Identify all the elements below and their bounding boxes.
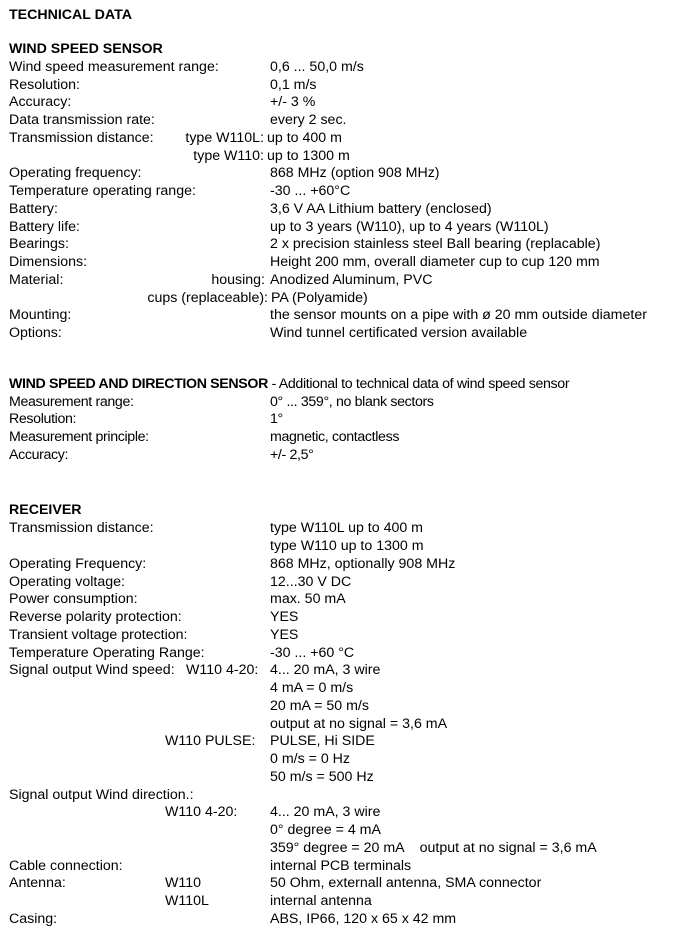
spec-value: the sensor mounts on a pipe with ø 20 mm outside diameter [270,307,647,323]
spec-label: Battery: [9,201,58,217]
spec-label: Measurement range: [9,394,134,410]
spec-value: every 2 sec. [270,112,347,128]
spec-label: Resolution: [9,77,80,93]
spec-value: -30 ... +60°C [270,183,351,199]
spec-value: 1° [270,411,283,427]
spec-value: Wind tunnel certificated version available [270,325,528,341]
spec-label: Transient voltage protection: [9,627,188,643]
spec-label: Material: [9,272,64,288]
spec-label: Measurement principle: [9,429,149,445]
spec-value: YES [270,609,299,625]
spec-value: 2 x precision stainless steel Ball bearing (replacable) [270,236,601,252]
spec-value: 0° ... 359°, no blank sectors [270,394,434,410]
spec-value: 4... 20 mA, 3 wire [270,804,381,820]
spec-label: Transmission distance: [9,130,154,146]
spec-value: type W110L up to 400 m [270,520,423,536]
spec-label: Temperature Operating Range: [9,645,205,661]
spec-value: 4 mA = 0 m/s [270,680,354,696]
spec-label: Wind speed measurement range: [9,59,219,75]
spec-value: 0,1 m/s [270,77,317,93]
spec-value: 4... 20 mA, 3 wire [270,662,381,678]
spec-label: Reverse polarity protection: [9,609,182,625]
document-title: TECHNICAL DATA [9,7,132,23]
spec-value: 0° degree = 4 mA [270,822,381,838]
spec-value: ABS, IP66, 120 x 65 x 42 mm [270,911,457,927]
spec-value: internal PCB terminals [270,858,412,874]
spec-value: max. 50 mA [270,591,346,607]
spec-sublabel: W110 PULSE: [165,733,256,749]
spec-value: +/- 2,5° [270,447,314,463]
spec-value: 868 MHz (option 908 MHz) [270,165,440,181]
spec-sublabel: housing: [211,272,265,288]
spec-sublabel: cups (replaceable): [147,290,268,306]
spec-label: Operating Frequency: [9,556,147,572]
section-heading-wind-speed-sensor: WIND SPEED SENSOR [9,41,163,57]
spec-label: Dimensions: [9,254,88,270]
spec-label: Accuracy: [9,447,69,463]
spec-label: Options: [9,325,62,341]
spec-value: type W110 up to 1300 m [270,538,424,554]
spec-label: Cable connection: [9,858,123,874]
spec-label: Antenna: [9,875,66,891]
spec-sublabel: W110 [165,875,202,891]
spec-sublabel: W110 4-20: [165,804,238,820]
spec-value: -30 ... +60 °C [270,645,355,661]
spec-value: +/- 3 % [270,94,316,110]
spec-value: Anodized Aluminum, PVC [270,272,433,288]
spec-value: 359° degree = 20 mA output at no signal = 3,6 mA [270,840,597,856]
spec-value: up to 1300 m [267,148,350,164]
spec-label: Casing: [9,911,58,927]
spec-value: up to 400 m [267,130,342,146]
spec-label: Mounting: [9,307,72,323]
spec-value: 20 mA = 50 m/s [270,698,369,714]
spec-label: Power consumption: [9,591,138,607]
direction-sensor-heading: WIND SPEED AND DIRECTION SENSOR [9,376,268,392]
spec-value: Height 200 mm, overall diameter cup to cup 120 mm [270,254,600,270]
spec-value: magnetic, contactless [270,429,400,445]
spec-value: internal antenna [270,893,372,909]
spec-value: 3,6 V AA Lithium battery (enclosed) [270,201,492,217]
spec-sublabel: W110L [165,893,209,909]
spec-value: PA (Polyamide) [271,290,368,306]
spec-value: 0,6 ... 50,0 m/s [270,59,364,75]
spec-label: Temperature operating range: [9,183,196,199]
spec-label: Data transmission rate: [9,112,155,128]
spec-value: 0 m/s = 0 Hz [270,751,351,767]
section-heading-direction-sensor [9,376,569,394]
direction-sensor-heading-note: - Additional to technical data of wind speed sensor [268,376,570,392]
spec-label: Battery life: [9,219,80,235]
spec-sublabel: type W110L: [185,130,264,146]
spec-label: Resolution: [9,411,77,427]
spec-label: Bearings: [9,236,69,252]
spec-sublabel: type W110: [193,148,264,164]
spec-value: 50 m/s = 500 Hz [270,769,374,785]
spec-value: up to 3 years (W110), up to 4 years (W110L) [270,219,549,235]
spec-value: 12...30 V DC [270,574,352,590]
spec-sublabel: W110 4-20: [186,662,259,678]
section-heading-receiver: RECEIVER [9,502,82,518]
spec-label: Accuracy: [9,94,72,110]
spec-value: YES [270,627,299,643]
spec-value: 868 MHz, optionally 908 MHz [270,556,456,572]
spec-value: PULSE, Hi SIDE [270,733,375,749]
spec-value: 50 Ohm, externall antenna, SMA connector [270,875,542,891]
spec-value: output at no signal = 3,6 mA [270,716,448,732]
spec-label: Operating frequency: [9,165,142,181]
spec-label: Operating voltage: [9,574,125,590]
spec-label: Signal output Wind speed: [9,662,175,678]
spec-label: Transmission distance: [9,520,154,536]
spec-label: Signal output Wind direction.: [9,787,194,803]
